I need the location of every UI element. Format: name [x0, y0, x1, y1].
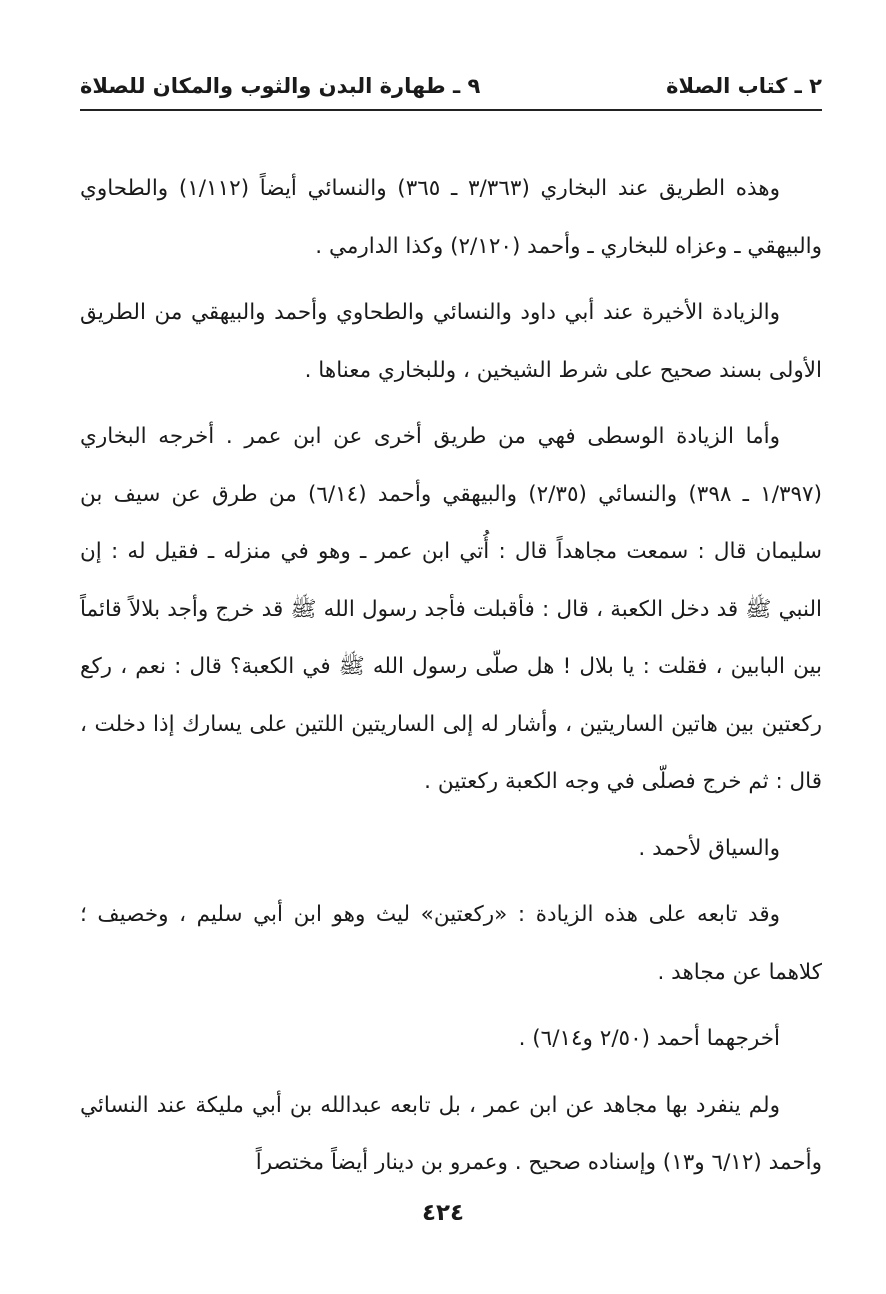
section-title: ٩ ـ طهارة البدن والثوب والمكان للصلاة [80, 74, 481, 98]
page-number: ٤٢٤ [421, 1200, 465, 1226]
paragraph: أخرجهما أحمد (٢/٥٠ و٦/١٤) . [518, 1026, 780, 1051]
body-text [80, 160, 822, 1201]
running-header [80, 66, 822, 106]
paragraph: والسياق لأحمد . [638, 835, 780, 861]
chapter-title: ٢ ـ كتاب الصلاة [666, 74, 822, 98]
header-divider [80, 109, 822, 111]
paragraph: وأما الزيادة الوسطى فهي من طريق أخرى عن ابن عمر . أخرجه البخاري (١/٣٩٧ ـ ٣٩٨) والنسائي (٢/٣٥) والبيهقي وأحمد (٦/١٤) من طرق عن سيف بن سليمان قال : سمعت مجاهداً قال : أُتي ابن عمر ـ وهو في منزله ـ فقيل له : إن النبي ﷺ قد دخل الكعبة ، قال : فأقبلت فأجد رسول الله ﷺ قد خرج وأجد بلالاً قائماً بين البابين ، فقلت : يا بلال ! هل صلّى رسول الله ﷺ في الكعبة؟ قال : نعم ، ركع ركعتين بين هاتين الساريتين ، وأشار له إلى الساريتين اللتين على يسارك إذا دخلت ، قال : ثم خرج فصلّى في وجه الكعبة ركعتين . [80, 424, 822, 794]
paragraph: ولم ينفرد بها مجاهد عن ابن عمر ، بل تابعه عبدالله بن أبي مليكة عند النسائي وأحمد (٦/١٢ و١٣) وإسناده صحيح . وعمرو بن دينار أيضاً مختصراً [80, 1092, 822, 1175]
paragraph: وقد تابعه على هذه الزيادة : «ركعتين» ليث وهو ابن أبي سليم ، وخصيف ؛ كلاهما عن مجاهد . [80, 902, 822, 985]
paragraph: وهذه الطريق عند البخاري (٣/٣٦٣ ـ ٣٦٥) والنسائي أيضاً (١/١١٢) والطحاوي والبيهقي ـ وعزاه للبخاري ـ وأحمد (٢/١٢٠) وكذا الدارمي . [80, 176, 822, 259]
paragraph: والزيادة الأخيرة عند أبي داود والنسائي والطحاوي وأحمد والبيهقي من الطريق الأولى بسند صحيح على شرط الشيخين ، وللبخاري معناها . [80, 300, 822, 383]
